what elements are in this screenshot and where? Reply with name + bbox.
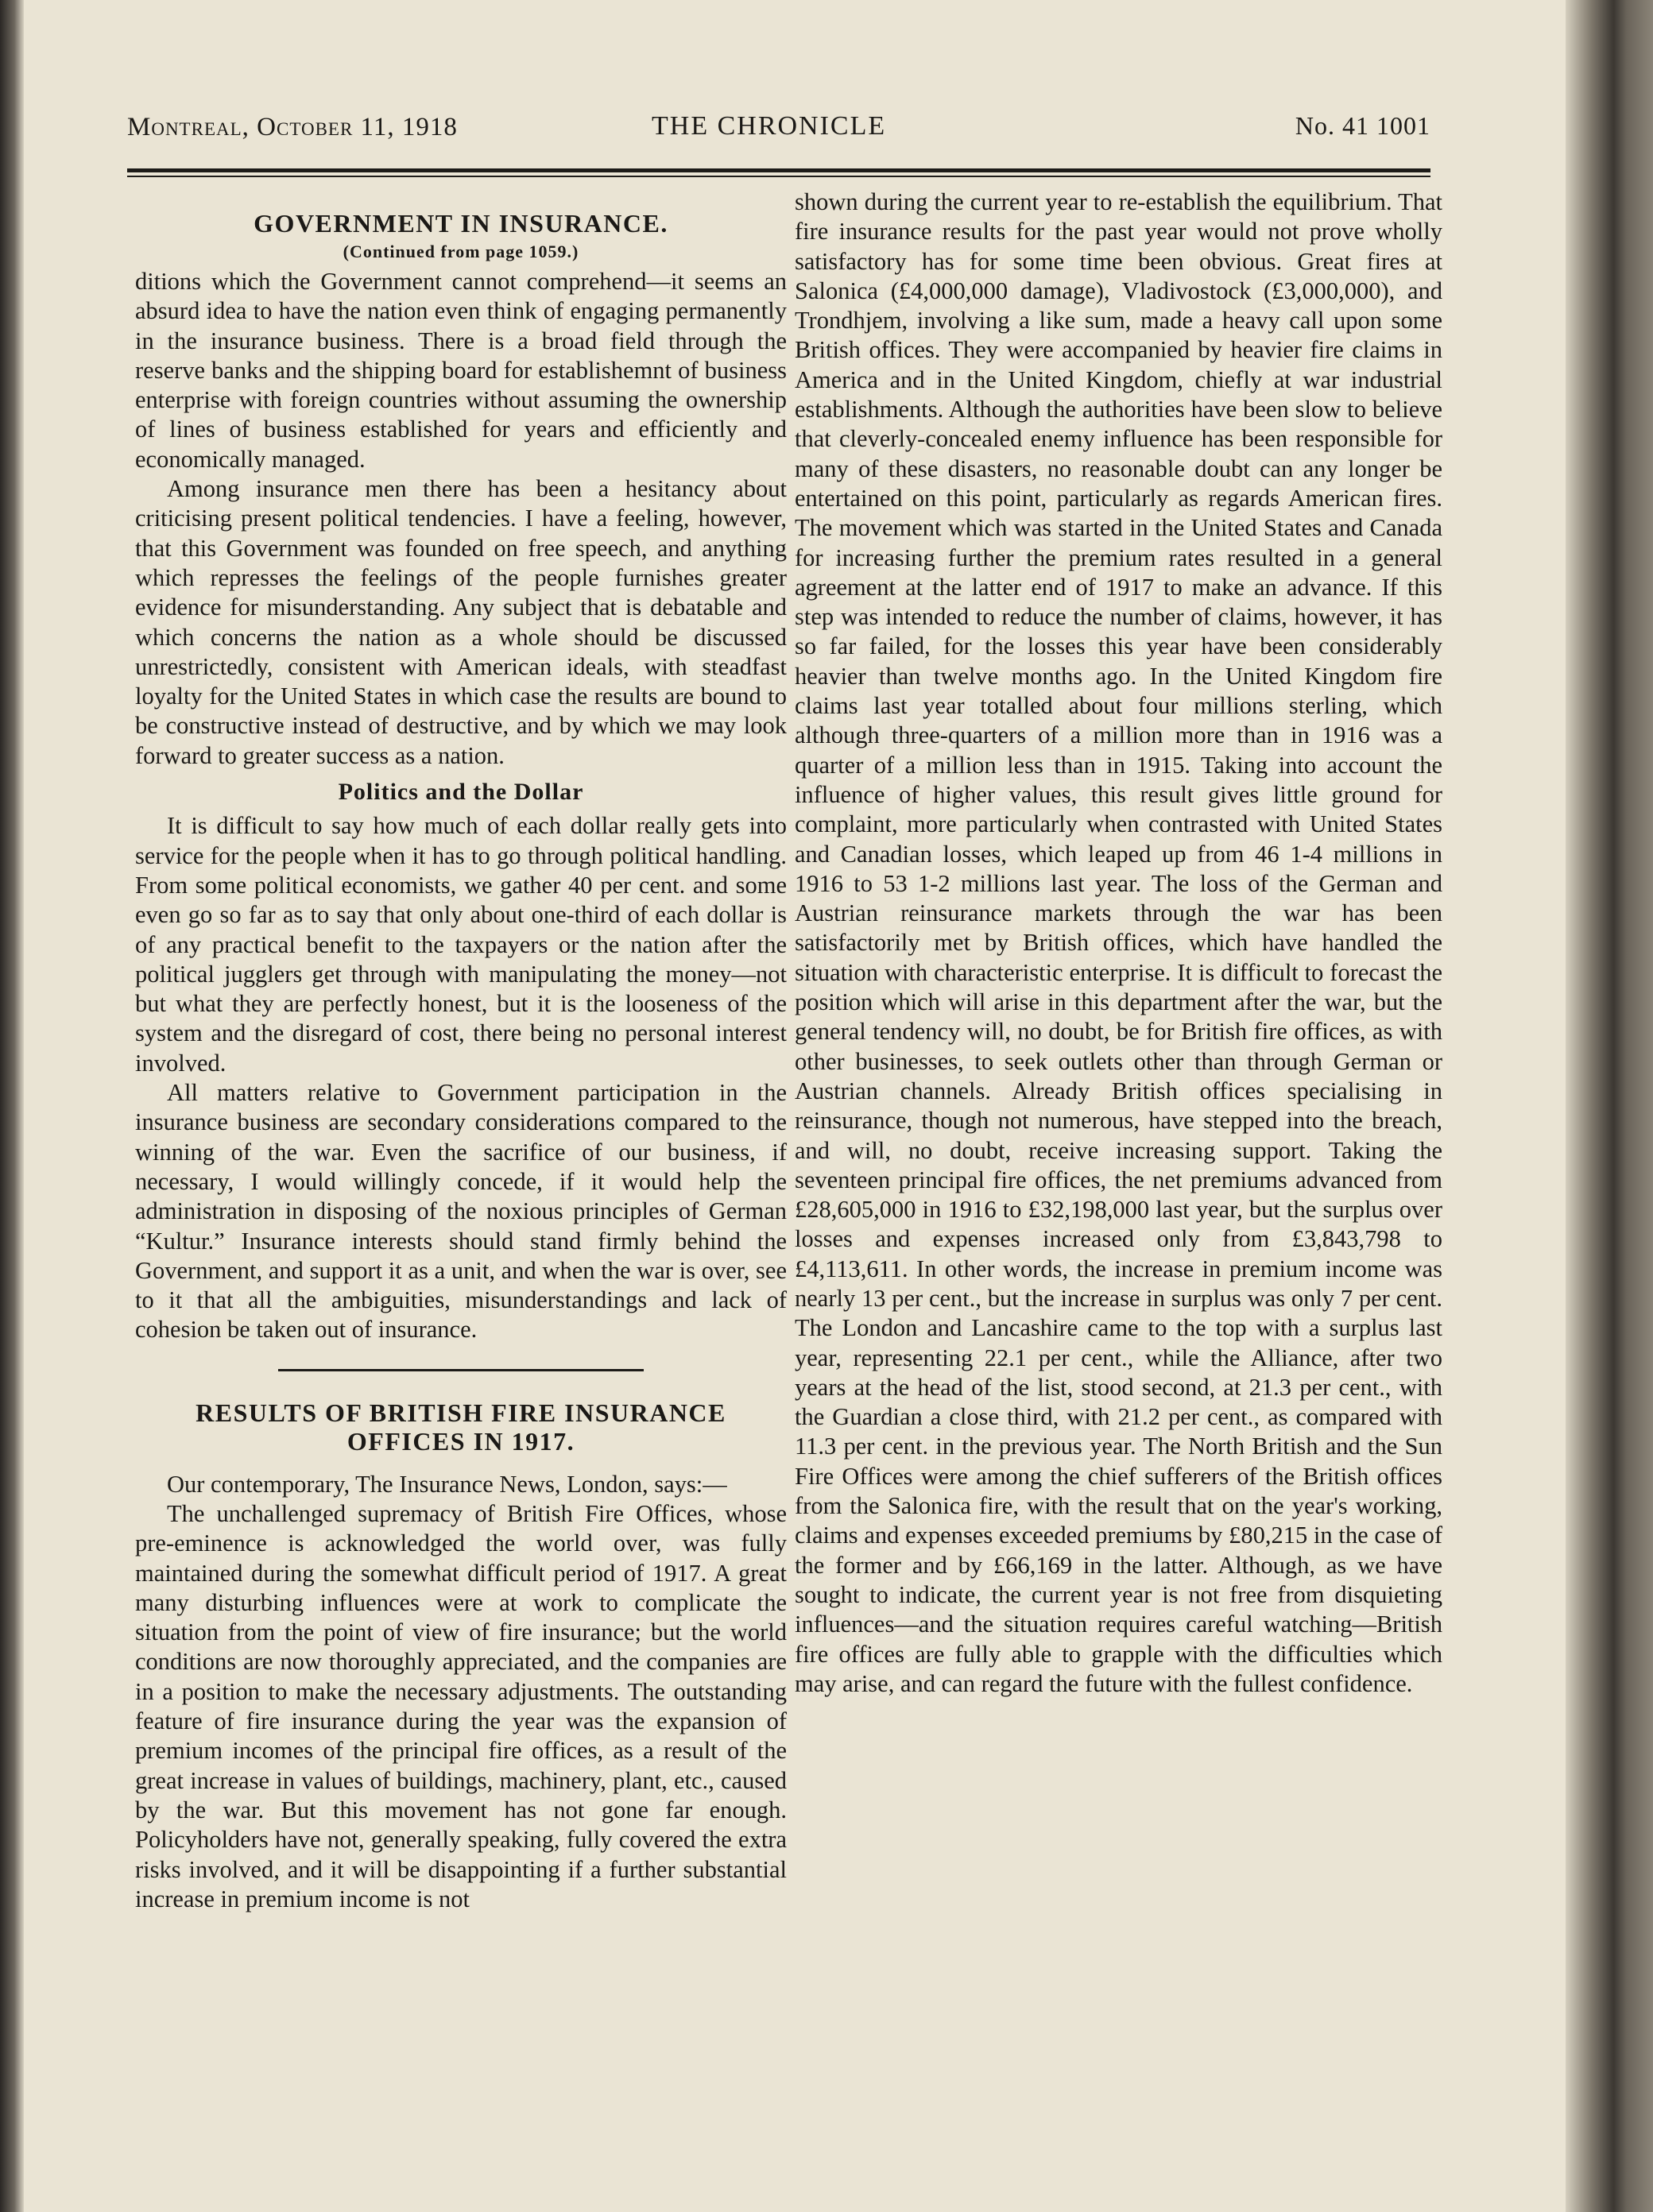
article1-paragraph-4: All matters relative to Government participation in the insurance business are secondary considerations compared to the winning of the war. Even the sacrifice of our business, if necessary, I would willingly concede, if it would help the administration in disposing of the noxious principles of German “Kultur.” Insurance interests should stand firmly behind the Government, and support it as a unit, and when the war is over, see to it that all the ambiguities, misunderstandings and lack of cohesion be taken out of insurance. [135,1079,787,1344]
article2-body-left: The unchallenged supremacy of British Fire Offices, whose pre-eminence is acknowledged the world over, was fully maintained during the somewhat difficult period of 1917. A great many disturbing influences were at work to complicate the situation from the point of view of fire insurance; but the world conditions are now thoroughly appreciated, and the companies are in a position to make the necessary adjustments. The outstanding feature of fire insurance during the year was the expansion of premium incomes of the principal fire offices, as a result of the great increase in values of buildings, machinery, plant, etc., caused by the war. But this movement has not gone far enough. Policyholders have not, generally speaking, fully covered the extra risks involved, and it will be disappointing if a further substantial increase in premium income is not [135,1499,787,1912]
header-publication-title: THE CHRONICLE [652,111,887,141]
article2-title-line-1: RESULTS OF BRITISH FIRE INSURANCE [195,1398,726,1427]
right-column [795,188,1442,1699]
article1-continued-note: (Continued from page 1059.) [343,242,579,261]
article2-body-right: shown during the current year to re-establish the equilibrium. That fire insurance results for the past year would not prove wholly satisfactory has for some time been obvious. Great fires at Salonica (£4,000,000 damage), Vladivostock (£3,000,000), and Trondhjem, involving a like sum, made a heavy call upon some British offices. They were accompanied by heavier fire claims in America and in the United Kingdom, chiefly at war industrial establishments. Although the authorities have been slow to believe that cleverly-concealed enemy influence has been responsible for many of these disasters, no reasonable doubt can any longer be entertained on this point, particularly as regards American fires. The movement which was started in the United States and Canada for increasing further the premium rates resulted in a general agreement at the latter end of 1917 to make an advance. If this step was intended to reduce the number of claims, however, it has so far failed, for the losses this year have been considerably heavier than twelve months ago. In the United Kingdom fire claims last year totalled about four millions sterling, which although three-quarters of a million more than in 1916 was a quarter of a million less than in 1915. Taking into account the influence of higher values, this result gives little ground for complaint, more particularly when contrasted with United States and Canadian losses, which leaped up from 46 1-4 millions in 1916 to 53 1-2 millions last year. The loss of the German and Austrian reinsurance markets through the war has been satisfactorily met by British offices, which have handled the situation with characteristic enterprise. It is difficult to forecast the position which will arise in this department after the war, but the general tendency will, no doubt, be for British fire offices, as with other businesses, to seek outlets other than through German or Austrian channels. Already British offices specialising in reinsurance, though not numerous, have stepped into the breach, and will, no doubt, receive increasing support. Taking the seventeen principal fire offices, the net premiums advanced from £28,605,000 in 1916 to £32,198,000 last year, but the surplus over losses and expenses increased only from £3,843,798 to £4,113,611. In other words, the increase in premium income was nearly 13 per cent., but the increase in surplus was only 7 per cent. The London and Lancashire came to the top with a surplus last year, representing 22.1 per cent., while the Alliance, after two years at the head of the list, stood second, at 21.3 per cent., with the Guardian a close third, with 21.2 per cent., as compared with 11.3 per cent. in the previous year. The North British and the Sun Fire Offices were among the chief sufferers of the British offices from the Salonica fire, with the result that on the year's working, claims and expenses exceeded premiums by £80,215 in the case of the former and by £66,169 in the latter. Although, as we have sought to indicate, the current year is not free from disquieting influences—and the situation requires careful watching—British fire offices are fully able to grapple with the difficulties which may arise, and can regard the future with the fullest confidence. [795,188,1442,1697]
left-column [135,199,787,1914]
header-issue-page: No. 41 1001 [1295,111,1430,140]
article2-title [135,1398,787,1456]
article-divider [278,1369,644,1371]
header-dateline: Montreal, October 11, 1918 [127,113,458,141]
header-rule-thick [127,168,1430,172]
page-left-edge [0,0,24,2212]
header-rule-thin [127,176,1430,177]
article1-subheading: Politics and the Dollar [338,779,584,806]
article1-paragraph-2: Among insurance men there has been a hesitancy about criticising present political tendencies. I have a feeling, however, that this Government was founded on free speech, and anything which represses the feelings of the people furnishes greater evidence for misunderstanding. Any subject that is debatable and which concerns the nation as a whole should be discussed unrestrictedly, consistent with American ideals, with steadfast loyalty for the United States in which case the results are bound to be constructive instead of destructive, and by which we may look forward to greater success as a nation. [135,475,787,769]
page-header [127,105,1430,153]
article1-paragraph-1: ditions which the Government cannot comprehend—it seems an absurd idea to have the nation even think of engaging permanently in the insurance business. There is a broad field through the reserve banks and the shipping board for establishemnt of business enterprise with foreign countries without assuming the ownership of lines of business established for years and efficiently and economically managed. [135,268,787,473]
article2-title-line-2: OFFICES IN 1917. [346,1426,575,1456]
book-gutter [1566,0,1653,2212]
article1-paragraph-3: It is difficult to say how much of each dollar really gets into service for the people when it has to go through political handling. From some political economists, we gather 40 per cent. and some even go so far as to say that only about one-third of each dollar is of any practical benefit to the taxpayers or the nation after the political jugglers get through with manipulating the money—not but what they are perfectly honest, but it is the looseness of the system and the disregard of cost, there being no personal interest involved. [135,812,787,1077]
article2-intro: Our contemporary, The Insurance News, London, says:— [167,1470,727,1498]
article1-title: GOVERNMENT IN INSURANCE. [254,209,668,238]
